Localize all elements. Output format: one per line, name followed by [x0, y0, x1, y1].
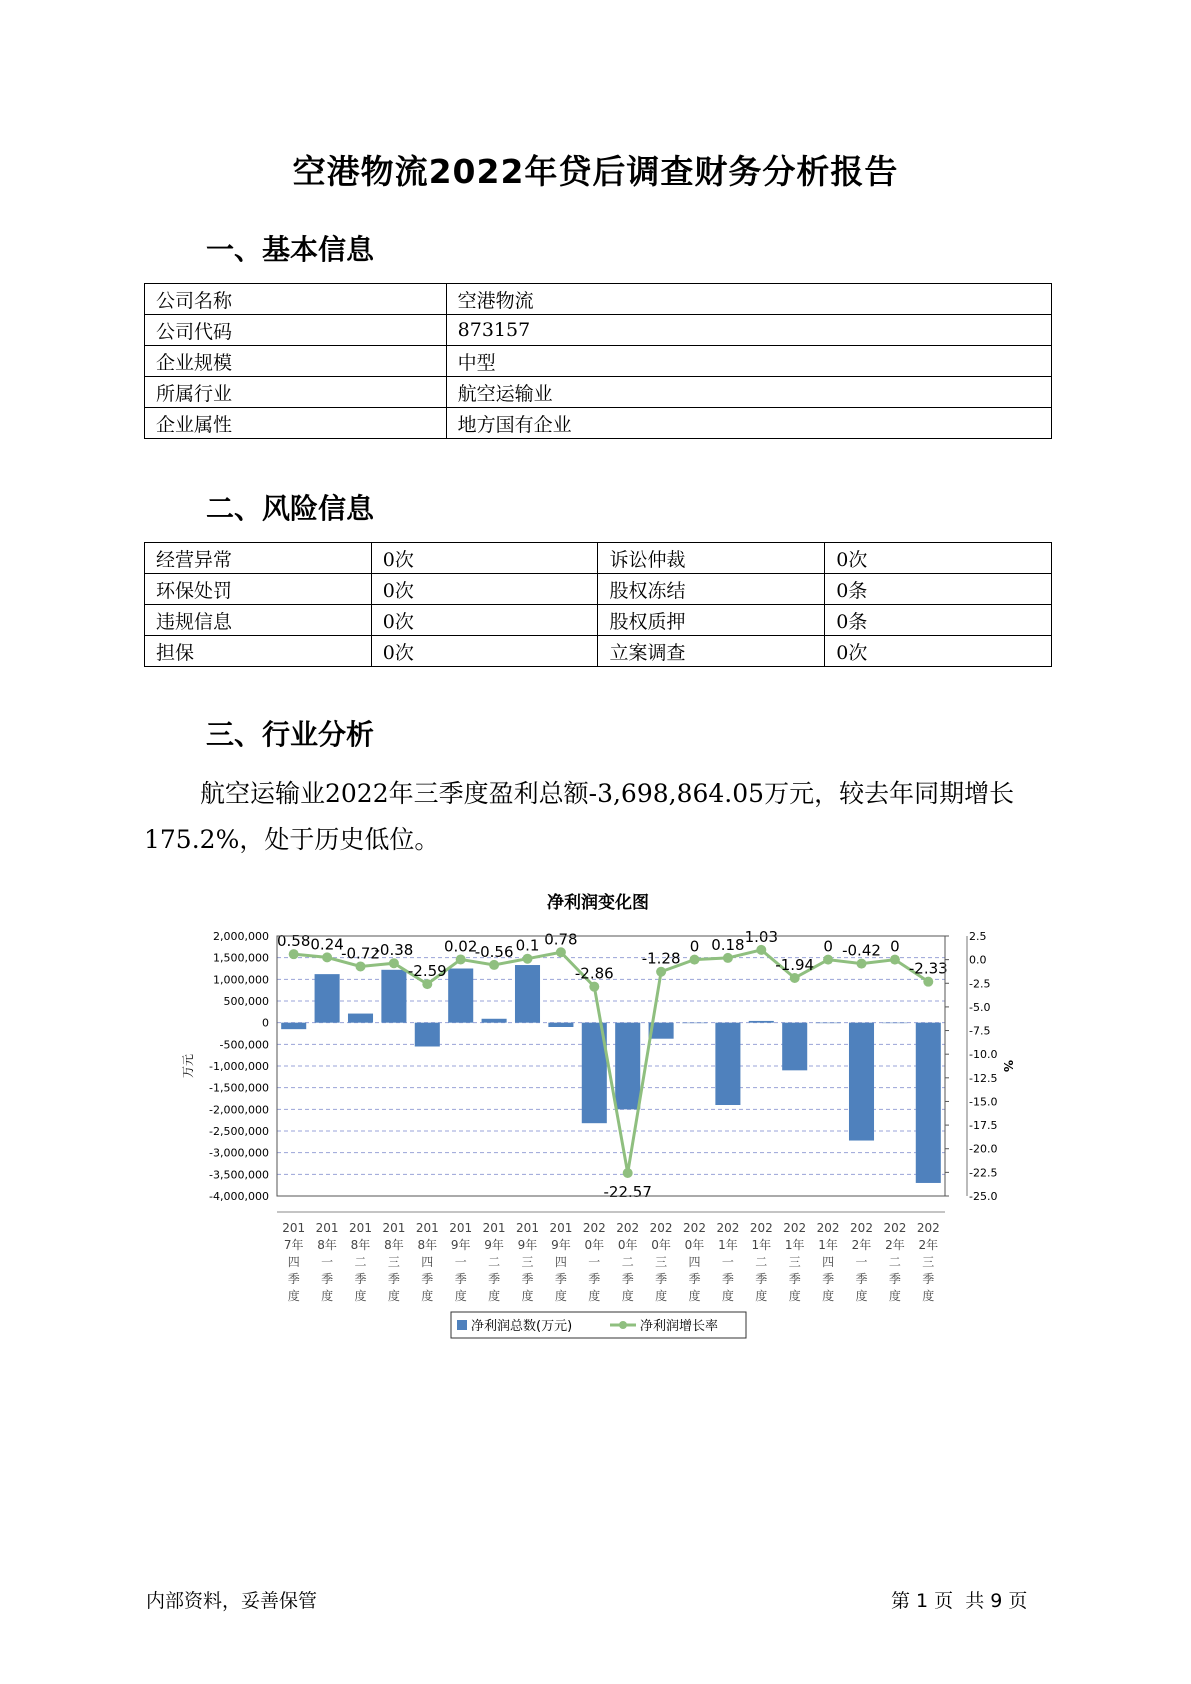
basic-info-value: 地方国有企业 [446, 408, 1051, 439]
x-tick-label: 202 [649, 1221, 673, 1235]
risk-value: 0条 [825, 605, 1052, 636]
x-tick-label: 202 [850, 1221, 873, 1235]
basic-info-label: 公司代码 [145, 315, 447, 346]
document-title: 空港物流2022年贷后调查财务分析报告 [292, 152, 899, 191]
x-tick-label: 季 [688, 1272, 701, 1286]
risk-value: 0次 [371, 636, 598, 667]
y-right-tick-label: -22.5 [969, 1166, 998, 1180]
risk-label: 诉讼仲裁 [598, 543, 825, 574]
basic-info-label: 企业规模 [145, 346, 447, 377]
y-left-tick-label: -500,000 [219, 1038, 269, 1052]
x-tick-label: 202 [582, 1221, 606, 1235]
growth-rate-point [890, 955, 900, 965]
data-label: -1.94 [775, 955, 815, 974]
y-left-tick-label: 2,000,000 [213, 930, 269, 943]
data-label: 1.03 [744, 927, 779, 946]
basic-info-value: 中型 [446, 346, 1051, 377]
growth-rate-point [356, 961, 366, 971]
x-tick-label: 四 [287, 1255, 300, 1269]
section-heading-basic-info: 一、基本信息 [206, 233, 375, 266]
x-tick-label: 7年 [283, 1238, 304, 1252]
growth-rate-point [389, 958, 399, 968]
x-tick-label: 季 [755, 1272, 768, 1286]
section-heading-industry-analysis: 三、行业分析 [206, 718, 375, 751]
growth-rate-point [823, 955, 833, 965]
data-label: 0 [689, 937, 700, 956]
footer-note: 内部资料，妥善保管 [146, 1590, 318, 1612]
x-tick-label: 202 [683, 1221, 706, 1235]
x-tick-label: 三 [521, 1255, 534, 1269]
risk-info-table [144, 542, 1052, 667]
bar [315, 974, 340, 1023]
x-tick-label: 201 [482, 1221, 506, 1235]
x-tick-label: 1年 [718, 1238, 738, 1252]
basic-info-label: 所属行业 [145, 377, 447, 408]
x-tick-label: 度 [354, 1289, 367, 1303]
x-tick-label: 202 [916, 1221, 940, 1235]
data-label: -2.86 [574, 964, 614, 983]
legend-line-marker [619, 1321, 627, 1329]
x-tick-label: 季 [354, 1272, 367, 1286]
x-tick-label: 二 [354, 1255, 367, 1269]
x-tick-label: 二 [621, 1255, 634, 1269]
data-label: -0.38 [374, 941, 414, 960]
x-tick-label: 二 [755, 1255, 768, 1269]
x-tick-label: 2年 [851, 1238, 872, 1252]
x-tick-label: 201 [315, 1221, 339, 1235]
bar [916, 1023, 941, 1183]
table-row [145, 543, 1052, 574]
bar [882, 1023, 907, 1024]
x-tick-label: 度 [521, 1289, 534, 1303]
risk-label: 经营异常 [145, 543, 372, 574]
data-label: 0 [890, 937, 900, 956]
basic-info-label: 公司名称 [145, 284, 447, 315]
x-tick-label: 度 [287, 1289, 300, 1303]
y-left-axis-title: 万元 [181, 1053, 195, 1079]
bar [749, 1021, 774, 1023]
data-label: 0 [823, 937, 833, 956]
x-tick-label: 度 [788, 1289, 801, 1303]
y-right-tick-label: -17.5 [969, 1119, 998, 1133]
basic-info-value: 航空运输业 [446, 377, 1051, 408]
x-tick-label: 季 [488, 1272, 501, 1286]
risk-value: 0次 [371, 543, 598, 574]
y-right-tick-label: -20.0 [969, 1142, 998, 1156]
y-right-tick-label: -10.0 [969, 1048, 998, 1062]
x-tick-label: 季 [888, 1272, 901, 1286]
x-tick-label: 201 [415, 1221, 439, 1235]
bar [682, 1023, 707, 1024]
bar [381, 970, 406, 1023]
risk-label: 违规信息 [145, 605, 372, 636]
y-left-tick-label: -2,500,000 [209, 1125, 269, 1138]
x-tick-label: 0年 [651, 1238, 671, 1252]
table-row [145, 574, 1052, 605]
risk-label: 股权冻结 [598, 574, 825, 605]
x-tick-label: 度 [822, 1289, 835, 1303]
y-left-tick-label: -3,500,000 [209, 1168, 269, 1182]
x-tick-label: 度 [621, 1289, 634, 1303]
y-left-tick-label: -1,500,000 [209, 1081, 269, 1095]
y-right-tick-label: -5.0 [969, 1000, 991, 1014]
y-right-tick-label: -7.5 [969, 1024, 991, 1038]
basic-info-value: 873157 [446, 315, 1051, 346]
x-tick-label: 季 [421, 1272, 434, 1286]
growth-rate-point [489, 960, 499, 970]
x-tick-label: 0年 [584, 1238, 605, 1252]
x-tick-label: 8年 [317, 1238, 337, 1252]
x-tick-label: 一 [721, 1255, 734, 1269]
footer-page-number: 第 1 页 共 9 页 [891, 1590, 1028, 1612]
x-tick-label: 9年 [484, 1238, 504, 1252]
basic-info-label: 企业属性 [145, 408, 447, 439]
x-tick-label: 202 [749, 1221, 773, 1235]
y-right-axis-title: % [1001, 1059, 1015, 1073]
bar [715, 1023, 740, 1105]
risk-label: 股权质押 [598, 605, 825, 636]
y-right-tick-label: 2.5 [969, 930, 987, 943]
x-tick-label: 202 [716, 1221, 740, 1235]
x-tick-label: 三 [387, 1255, 400, 1269]
x-tick-label: 9年 [551, 1238, 571, 1252]
x-tick-label: 一 [454, 1255, 467, 1269]
bar [782, 1023, 807, 1071]
growth-rate-point [623, 1168, 633, 1178]
x-tick-label: 0年 [617, 1238, 638, 1252]
chart-title: 净利润变化图 [547, 893, 649, 913]
y-left-tick-label: 0 [262, 1016, 269, 1030]
x-tick-label: 季 [321, 1272, 334, 1286]
y-left-tick-label: -2,000,000 [209, 1103, 269, 1117]
data-label: -2.59 [407, 962, 447, 981]
x-tick-label: 一 [588, 1255, 601, 1269]
x-tick-label: 四 [554, 1255, 567, 1269]
x-tick-label: 度 [755, 1289, 768, 1303]
data-label: 0.1 [515, 936, 540, 955]
x-tick-label: 三 [922, 1255, 935, 1269]
data-label: -0.42 [842, 941, 881, 960]
y-right-tick-label: 0.0 [969, 953, 987, 967]
x-tick-label: 201 [549, 1221, 573, 1235]
data-label: 0.02 [443, 937, 478, 956]
section-heading-risk-info: 二、风险信息 [206, 492, 375, 525]
x-tick-label: 1年 [818, 1238, 838, 1252]
y-right-tick-label: -15.0 [969, 1095, 998, 1109]
y-left-tick-label: 500,000 [223, 995, 269, 1008]
legend-bar-swatch [457, 1320, 467, 1330]
x-tick-label: 季 [855, 1272, 868, 1286]
x-tick-label: 季 [554, 1272, 567, 1286]
growth-rate-point [289, 949, 299, 959]
x-tick-label: 度 [421, 1289, 434, 1303]
x-tick-label: 三 [655, 1255, 668, 1269]
risk-label: 环保处罚 [145, 574, 372, 605]
net-profit-chart [0, 870, 1191, 1350]
basic-info-table [144, 283, 1052, 439]
bar [548, 1023, 573, 1027]
y-right-tick-label: -25.0 [969, 1190, 998, 1203]
x-tick-label: 度 [454, 1289, 467, 1303]
x-tick-label: 度 [321, 1289, 334, 1303]
growth-rate-point [857, 959, 867, 969]
table-row [145, 605, 1052, 636]
y-right-tick-label: -12.5 [969, 1071, 998, 1085]
growth-rate-point [589, 982, 599, 992]
x-tick-label: 2年 [885, 1238, 905, 1252]
growth-rate-point [322, 952, 332, 962]
y-right-tick-label: -2.5 [969, 977, 991, 991]
x-tick-label: 201 [349, 1221, 372, 1235]
data-label: -2.33 [908, 959, 948, 978]
x-tick-label: 201 [382, 1221, 406, 1235]
x-tick-label: 201 [282, 1221, 306, 1235]
x-tick-label: 0年 [684, 1238, 705, 1252]
x-tick-label: 1年 [784, 1238, 805, 1252]
data-label: 0.78 [544, 930, 578, 949]
growth-rate-point [556, 947, 566, 957]
x-tick-label: 度 [888, 1289, 901, 1303]
x-tick-label: 度 [588, 1289, 601, 1303]
x-tick-label: 1年 [751, 1238, 772, 1252]
data-label: 0.24 [310, 935, 344, 954]
x-tick-label: 8年 [350, 1238, 371, 1252]
x-tick-label: 201 [449, 1221, 473, 1235]
risk-value: 0次 [825, 636, 1052, 667]
x-tick-label: 度 [721, 1289, 734, 1303]
chart-data-labels [277, 928, 948, 1201]
x-tick-label: 四 [421, 1255, 434, 1269]
basic-info-value: 空港物流 [446, 284, 1051, 315]
chart-legend [451, 1312, 746, 1338]
bar [482, 1019, 507, 1023]
growth-rate-point [422, 979, 432, 989]
table-row [145, 377, 1052, 408]
x-tick-label: 季 [922, 1272, 935, 1286]
x-tick-label: 2年 [918, 1238, 939, 1252]
table-row [145, 315, 1052, 346]
x-tick-label: 202 [816, 1221, 840, 1235]
table-row [145, 408, 1052, 439]
x-tick-label: 9年 [450, 1238, 471, 1252]
x-tick-label: 季 [655, 1272, 668, 1286]
x-tick-label: 季 [521, 1272, 534, 1286]
bar [615, 1023, 640, 1110]
y-left-tick-label: 1,500,000 [213, 951, 269, 965]
y-left-tick-label: -4,000,000 [209, 1190, 269, 1203]
bar [415, 1023, 440, 1047]
bar [515, 965, 540, 1023]
x-tick-label: 一 [855, 1255, 868, 1269]
chart-x-labels [277, 1212, 945, 1303]
growth-rate-point [790, 973, 800, 983]
x-tick-label: 9年 [517, 1238, 538, 1252]
x-tick-label: 季 [454, 1272, 467, 1286]
bar [816, 1023, 841, 1024]
legend-line-label: 净利润增长率 [640, 1319, 719, 1334]
bar [281, 1023, 306, 1029]
legend-bar-label: 净利润总数(万元) [471, 1319, 573, 1334]
x-tick-label: 季 [788, 1272, 801, 1286]
x-tick-label: 度 [855, 1289, 868, 1303]
x-tick-label: 201 [516, 1221, 539, 1235]
risk-value: 0条 [825, 574, 1052, 605]
data-label: -0.72 [341, 944, 380, 963]
bar [348, 1014, 373, 1023]
x-tick-label: 度 [488, 1289, 501, 1303]
growth-rate-point [523, 954, 533, 964]
x-tick-label: 二 [888, 1255, 901, 1269]
data-label: -22.57 [603, 1183, 652, 1202]
x-tick-label: 202 [883, 1221, 907, 1235]
x-tick-label: 度 [688, 1289, 701, 1303]
table-row [145, 284, 1052, 315]
data-label: -1.28 [641, 949, 681, 968]
data-label: -0.56 [474, 942, 514, 961]
data-label: 0.58 [276, 932, 311, 951]
x-tick-label: 202 [616, 1221, 640, 1235]
y-left-tick-label: 1,000,000 [213, 973, 269, 987]
x-tick-label: 季 [387, 1272, 400, 1286]
x-tick-label: 二 [488, 1255, 501, 1269]
growth-rate-point [723, 953, 733, 963]
y-left-tick-label: -3,000,000 [209, 1146, 269, 1160]
growth-rate-point [656, 967, 666, 977]
x-tick-label: 季 [588, 1272, 601, 1286]
x-tick-label: 季 [822, 1272, 835, 1286]
x-tick-label: 8年 [384, 1238, 404, 1252]
x-tick-label: 度 [655, 1289, 668, 1303]
growth-rate-point [756, 945, 766, 955]
risk-label: 担保 [145, 636, 372, 667]
y-left-tick-label: -1,000,000 [209, 1060, 269, 1073]
x-tick-label: 季 [621, 1272, 634, 1286]
data-label: 0.18 [711, 935, 745, 954]
x-tick-label: 三 [788, 1255, 801, 1269]
x-tick-label: 202 [783, 1221, 807, 1235]
industry-analysis-text: 航空运输业2022年三季度盈利总额-3,698,864.05万元，较去年同期增长175.2%，处于历史低位。 [144, 779, 1015, 854]
x-tick-label: 季 [721, 1272, 734, 1286]
growth-rate-point [690, 955, 700, 965]
x-tick-label: 8年 [417, 1238, 438, 1252]
industry-analysis-paragraph [144, 771, 1064, 863]
risk-value: 0次 [371, 605, 598, 636]
growth-rate-point [923, 977, 933, 987]
x-tick-label: 度 [922, 1289, 935, 1303]
table-row [145, 346, 1052, 377]
x-tick-label: 季 [287, 1272, 300, 1286]
growth-rate-point [456, 954, 466, 964]
x-tick-label: 四 [822, 1255, 835, 1269]
risk-value: 0次 [371, 574, 598, 605]
x-tick-label: 四 [688, 1255, 701, 1269]
bar [849, 1023, 874, 1141]
risk-label: 立案调查 [598, 636, 825, 667]
bar [448, 969, 473, 1023]
x-tick-label: 度 [387, 1289, 400, 1303]
risk-value: 0次 [825, 543, 1052, 574]
x-tick-label: 一 [321, 1255, 334, 1269]
table-row [145, 636, 1052, 667]
x-tick-label: 度 [554, 1289, 567, 1303]
